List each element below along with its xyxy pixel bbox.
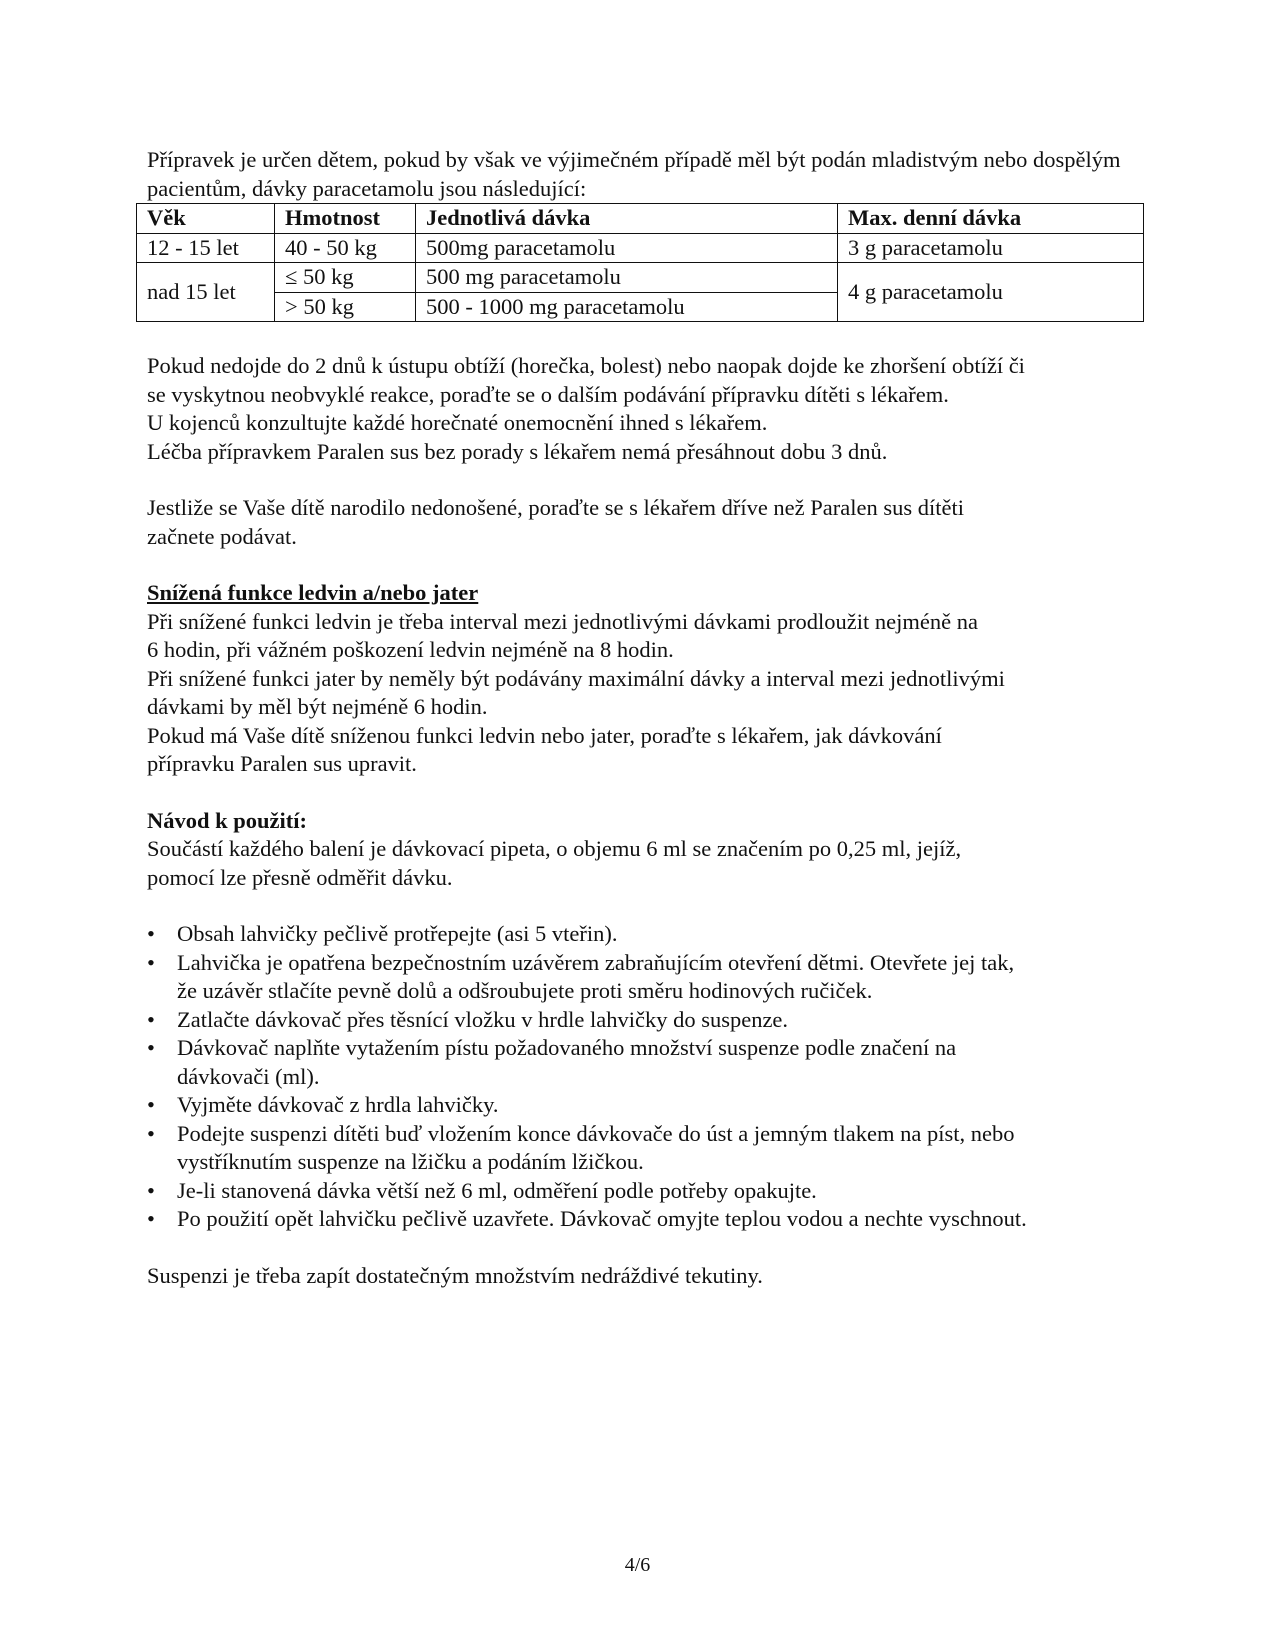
table-row — [137, 233, 1144, 263]
paragraph-premature — [147, 494, 1147, 551]
bullet-icon: • — [147, 921, 155, 946]
document-page — [147, 146, 1147, 1290]
list-item — [147, 1205, 1147, 1234]
list-item-text: Zatlačte dávkovač přes těsnící vložku v hrdle lahvičky do suspenze. — [177, 1006, 789, 1032]
section-heading: Snížená funkce ledvin a/nebo jater — [147, 580, 479, 605]
cell-max-daily-dose: 4 g paracetamolu — [838, 263, 1144, 322]
text-line: dávkami by měl být nejméně 6 hodin. — [147, 694, 488, 719]
cell-age: nad 15 let — [137, 263, 275, 322]
intro-paragraph: Přípravek je určen dětem, pokud by však ve výjimečném případě měl být podán mladistvým nebo dospělým pacientům, dávky paracetamolu jsou následující: — [147, 147, 1121, 201]
text-line: pomocí lze přesně odměřit dávku. — [147, 864, 453, 890]
header-single-dose: Jednotlivá dávka — [416, 204, 838, 234]
list-item — [147, 1120, 1147, 1177]
list-item-text: dávkovači (ml). — [177, 1063, 320, 1089]
bullet-icon: • — [147, 1092, 155, 1117]
list-item — [147, 1006, 1147, 1035]
cell-single-dose: 500 - 1000 mg paracetamolu — [416, 292, 838, 322]
header-max-daily-dose: Max. denní dávka — [838, 204, 1144, 234]
text-line: Léčba přípravkem Paralen sus bez porady s lékařem nemá přesáhnout dobu 3 dnů. — [147, 438, 888, 464]
list-item-text: Podejte suspenzi dítěti buď vložením konce dávkovače do úst a jemným tlakem na píst, nebo — [177, 1120, 1015, 1146]
table-row — [137, 263, 1144, 293]
cell-weight: 40 - 50 kg — [275, 233, 416, 263]
cell-weight: ≤ 50 kg — [275, 263, 416, 293]
list-item — [147, 920, 1147, 949]
cell-age: 12 - 15 let — [137, 233, 275, 263]
list-item — [147, 1091, 1147, 1120]
text-line: začnete podávat. — [147, 523, 297, 549]
list-item-text: Je-li stanovená dávka větší než 6 ml, odměření podle potřeby opakujte. — [177, 1177, 817, 1203]
closing-paragraph: Suspenzi je třeba zapít dostatečným množstvím nedráždivé tekutiny. — [147, 1262, 763, 1288]
section-instructions — [147, 807, 1147, 893]
text-line: U kojenců konzultujte každé horečnaté onemocnění ihned s lékařem. — [147, 410, 768, 435]
list-item — [147, 1177, 1147, 1206]
list-item-text: Dávkovač naplňte vytažením pístu požadovaného množství suspenze podle značení na — [177, 1035, 957, 1060]
text-line: Součástí každého balení je dávkovací pipeta, o objemu 6 ml se značením po 0,25 ml, jejíž, — [147, 836, 962, 861]
header-age: Věk — [137, 204, 275, 234]
cell-weight: > 50 kg — [275, 292, 416, 322]
list-item-text: Vyjměte dávkovač z hrdla lahvičky. — [177, 1092, 499, 1117]
instruction-list — [147, 920, 1147, 1234]
dosage-table-header-row — [137, 204, 1144, 234]
cell-single-dose: 500 mg paracetamolu — [416, 263, 838, 293]
bullet-icon: • — [147, 1006, 155, 1032]
header-weight: Hmotnost — [275, 204, 416, 234]
text-line: Při snížené funkci ledvin je třeba interval mezi jednotlivými dávkami prodloužit nejméně na — [147, 608, 978, 634]
cell-max-daily-dose: 3 g paracetamolu — [838, 233, 1144, 263]
list-item-text: Obsah lahvičky pečlivě protřepejte (asi 5 vteřin). — [177, 921, 618, 946]
text-line: 6 hodin, při vážném poškození ledvin nejméně na 8 hodin. — [147, 637, 674, 662]
bullet-icon: • — [147, 1035, 155, 1060]
section-heading: Návod k použití: — [147, 807, 308, 833]
dosage-table — [136, 203, 1144, 322]
list-item-text: že uzávěr stlačíte pevně dolů a odšroubujete proti směru hodinových ručiček. — [177, 978, 873, 1003]
bullet-icon: • — [147, 1206, 155, 1231]
text-line: Pokud nedojde do 2 dnů k ústupu obtíží (horečka, bolest) nebo naopak dojde ke zhoršení obtíží či — [147, 353, 1025, 378]
list-item — [147, 949, 1147, 1006]
list-item-text: Po použití opět lahvičku pečlivě uzavřete. Dávkovač omyjte teplou vodou a nechte vyschnout. — [177, 1206, 1027, 1231]
cell-single-dose: 500mg paracetamolu — [416, 233, 838, 263]
list-item-text: vystříknutím suspenze na lžičku a podáním lžičkou. — [177, 1149, 644, 1174]
text-line: se vyskytnou neobvyklé reakce, poraďte se o dalším podávání přípravku dítěti s lékařem. — [147, 381, 949, 407]
list-item — [147, 1034, 1147, 1091]
text-line: Při snížené funkci jater by neměly být podávány maximální dávky a interval mezi jednotlivými — [147, 665, 1005, 691]
bullet-icon: • — [147, 1177, 155, 1203]
bullet-icon: • — [147, 949, 155, 975]
text-line: Pokud má Vaše dítě sníženou funkci ledvin nebo jater, poraďte s lékařem, jak dávkování — [147, 722, 942, 748]
list-item-text: Lahvička je opatřena bezpečnostním uzávěrem zabraňujícím otevření dětmi. Otevřete jej tak, — [177, 949, 1015, 975]
bullet-icon: • — [147, 1120, 155, 1146]
text-line: Jestliže se Vaše dítě narodilo nedonošené, poraďte se s lékařem dříve než Paralen sus dítěti — [147, 495, 964, 520]
page-number: 4/6 — [624, 1554, 651, 1576]
paragraph-persistent-symptoms — [147, 352, 1147, 466]
text-line: přípravku Paralen sus upravit. — [147, 751, 417, 776]
section-renal-hepatic — [147, 579, 1147, 779]
